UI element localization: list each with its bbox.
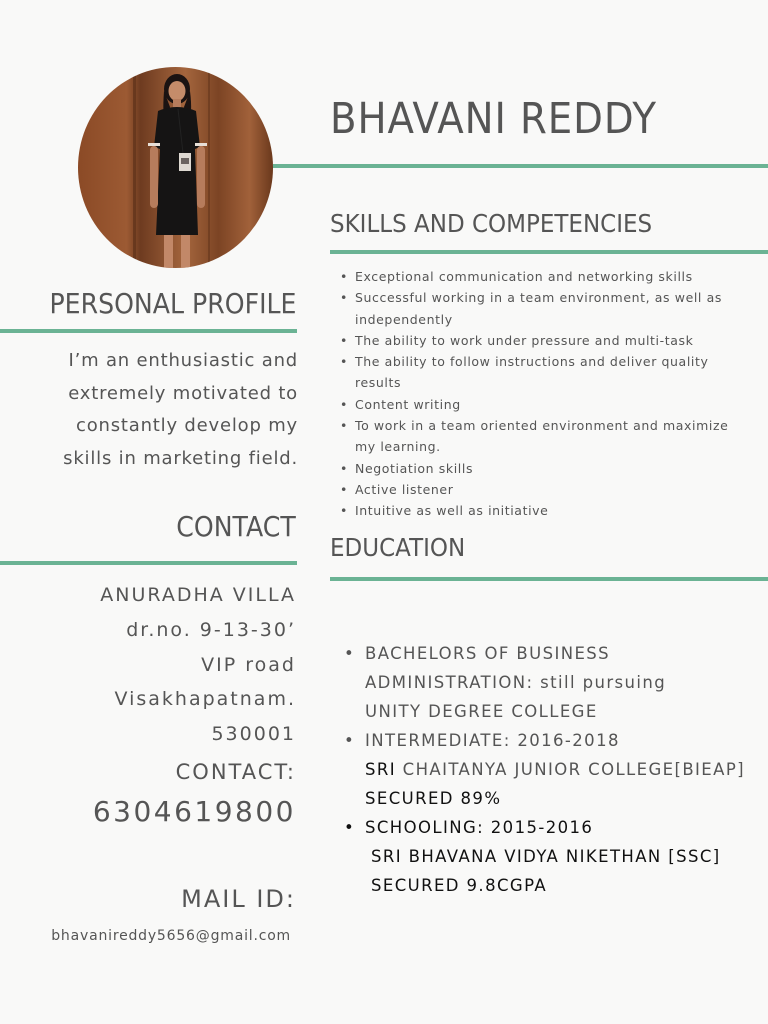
- list-item: • Successful working in a team environment, as well as independently: [330, 287, 750, 330]
- bullet-icon: •: [340, 396, 348, 412]
- list-item: • Content writing: [330, 394, 750, 415]
- education-divider: [330, 577, 768, 581]
- email-address: bhavanireddy5656@gmail.com: [51, 928, 291, 944]
- bullet-icon: •: [344, 818, 356, 837]
- bullet-icon: •: [340, 418, 348, 434]
- list-item: • Exceptional communication and networking skills: [330, 266, 750, 287]
- bullet-icon: •: [340, 354, 348, 370]
- list-item: • The ability to follow instructions and deliver quality results: [330, 351, 750, 394]
- bullet-icon: •: [340, 290, 348, 306]
- contact-divider: [0, 561, 297, 565]
- education-entry: • INTERMEDIATE: 2016-2018: [340, 726, 760, 755]
- address-line: VIP road: [201, 653, 296, 676]
- list-item: • The ability to work under pressure and multi-task: [330, 330, 750, 351]
- list-item: • Active listener: [330, 479, 750, 500]
- address-line: ANURADHA VILLA: [100, 584, 296, 606]
- person-illustration: [78, 67, 273, 268]
- phone-number: 6304619800: [92, 794, 296, 828]
- contact-label: CONTACT:: [175, 759, 296, 784]
- education-entry: • SCHOOLING: 2015-2016: [340, 813, 760, 842]
- profile-divider: [0, 329, 297, 333]
- profile-summary: I’m an enthusiastic and extremely motivated to constantly develop my skills in marketing field.: [63, 350, 298, 469]
- personal-profile-heading: PERSONAL PROFILE: [48, 287, 296, 320]
- postal-code: 530001: [211, 723, 296, 746]
- profile-photo: [78, 67, 273, 268]
- bullet-icon: •: [340, 332, 348, 348]
- bullet-icon: •: [340, 503, 348, 519]
- list-item: • Negotiation skills: [330, 458, 750, 479]
- education-heading: EDUCATION: [330, 533, 466, 562]
- bullet-icon: •: [344, 731, 356, 750]
- bullet-icon: •: [340, 481, 348, 497]
- address-line: dr.no. 9-13-30’: [126, 618, 296, 641]
- education-entry: • BACHELORS OF BUSINESS: [340, 639, 760, 668]
- mail-id-label: MAIL ID:: [181, 885, 296, 913]
- skills-divider: [330, 250, 768, 254]
- skills-heading: SKILLS AND COMPETENCIES: [330, 209, 653, 238]
- contact-details: [16, 578, 296, 834]
- list-item: • To work in a team oriented environment and maximize my learning.: [330, 415, 750, 458]
- education-list: • BACHELORS OF BUSINESS ADMINISTRATION: still pursuing UNITY DEGREE COLLEGE • INTERMEDIATE: 2016-2018 SRI CHAITANYA JUNIOR COLLEGE[BIEAP] SECURED 89% • SCHOOLING: 2015-2016 SRI BHAVANA VIDYA NIKETHAN [SSC] SECURED 9.8CGPA: [340, 639, 760, 900]
- bullet-icon: •: [344, 644, 356, 663]
- bullet-icon: •: [340, 460, 348, 476]
- name-divider: [273, 164, 768, 168]
- contact-heading: CONTACT: [176, 510, 296, 543]
- candidate-name: BHAVANI REDDY: [330, 94, 657, 144]
- bullet-icon: •: [340, 269, 348, 284]
- address-line: Visakhapatnam.: [114, 688, 296, 711]
- skills-list: [330, 266, 750, 522]
- list-item: • Intuitive as well as initiative: [330, 500, 750, 521]
